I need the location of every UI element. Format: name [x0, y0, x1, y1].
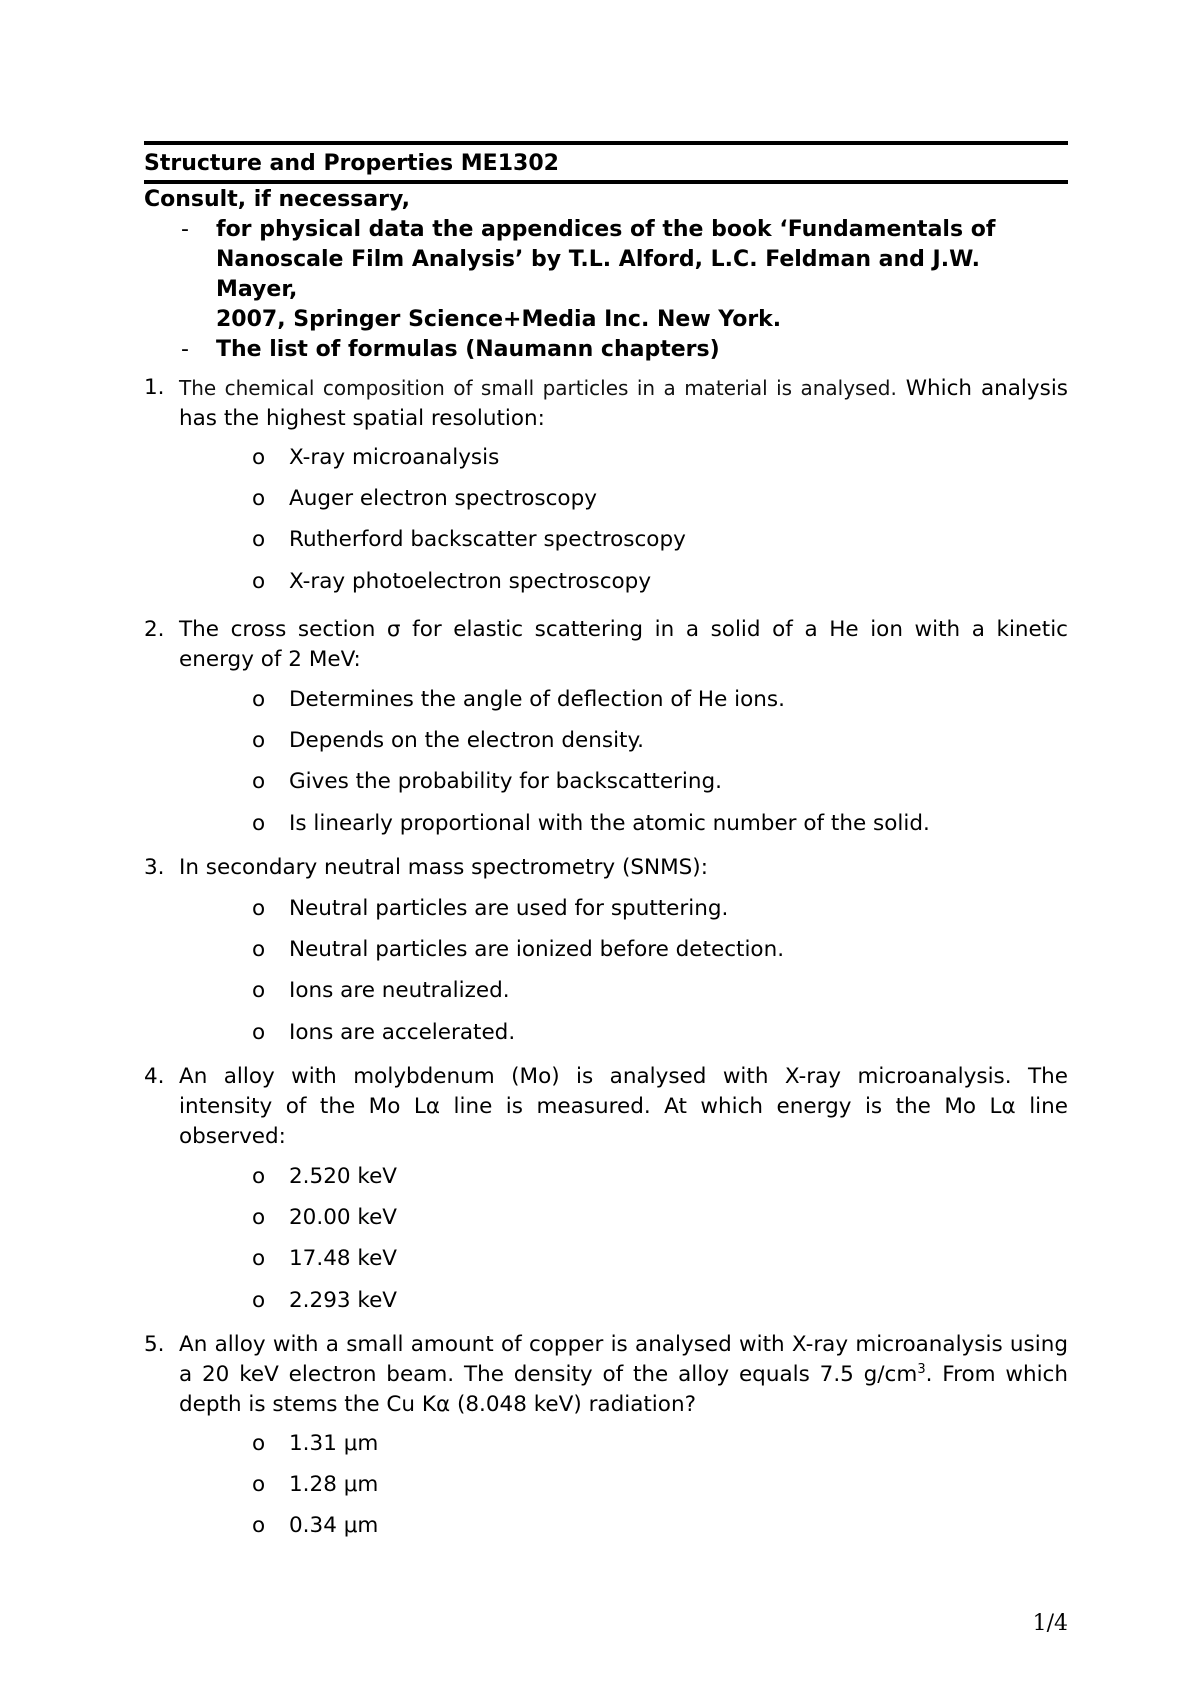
option-text: Ions are accelerated. — [289, 1020, 516, 1045]
question-3 — [144, 853, 1068, 883]
answer-option[interactable] — [252, 977, 510, 1005]
consult-item-bullet: - — [181, 337, 189, 362]
answer-option[interactable] — [252, 1019, 515, 1047]
consult-intro: Consult, if necessary, — [144, 187, 410, 212]
option-text: 2.293 keV — [289, 1288, 398, 1313]
consult-item — [144, 215, 1068, 335]
option-bullet: o — [252, 569, 266, 594]
answer-option[interactable] — [252, 485, 597, 513]
superscript: 3 — [917, 1361, 926, 1377]
answer-option[interactable] — [252, 1287, 397, 1315]
question-2 — [144, 615, 1068, 675]
question-number: 4. — [144, 1064, 165, 1089]
question-text-part: . From which depth is stems the Cu Kα (8.048 keV) radiation? — [179, 1362, 1069, 1417]
option-text: 0.34 μm — [289, 1513, 379, 1538]
consult-item-line: 2007, Springer Science+Media Inc. New York. — [216, 307, 782, 332]
consult-instructions — [144, 185, 1068, 365]
question-number: 3. — [144, 855, 165, 880]
answer-option[interactable] — [252, 1471, 378, 1499]
answer-option[interactable] — [252, 568, 651, 596]
option-bullet: o — [252, 896, 266, 921]
question-text-part: The chemical composition of small particles in a material is analysed. — [179, 376, 897, 400]
question-text-part: An alloy with a small amount of copper is analysed with X-ray microanalysis using a 20 keV electron beam. The density of the alloy equals 7.5 g/cm — [179, 1332, 1068, 1387]
question-1 — [144, 373, 1068, 434]
option-text: 1.28 μm — [289, 1472, 379, 1497]
option-text: Ions are neutralized. — [289, 978, 510, 1003]
option-bullet: o — [252, 811, 266, 836]
option-bullet: o — [252, 769, 266, 794]
option-bullet: o — [252, 687, 266, 712]
option-bullet: o — [252, 1431, 266, 1456]
answer-option[interactable] — [252, 810, 930, 838]
question-text: The cross section σ for elastic scattering in a solid of a He ion with a kinetic energy of 2 MeV: — [179, 617, 1068, 672]
option-bullet: o — [252, 1020, 266, 1045]
consult-item-line: The list of formulas (Naumann chapters) — [216, 337, 720, 362]
option-bullet: o — [252, 1246, 266, 1271]
option-bullet: o — [252, 527, 266, 552]
answer-option[interactable] — [252, 727, 644, 755]
question-number: 2. — [144, 617, 165, 642]
question-text: In secondary neutral mass spectrometry (SNMS): — [179, 855, 708, 880]
option-bullet: o — [252, 445, 266, 470]
consult-item-bullet: - — [181, 217, 189, 242]
answer-option[interactable] — [252, 1163, 397, 1191]
option-bullet: o — [252, 1472, 266, 1497]
header-top-rule — [144, 141, 1068, 145]
question-text — [179, 373, 1068, 434]
option-text: Rutherford backscatter spectroscopy — [289, 527, 686, 552]
consult-item-line: for physical data the appendices of the book ‘Fundamentals of — [216, 217, 996, 242]
answer-option[interactable] — [252, 895, 728, 923]
option-bullet: o — [252, 728, 266, 753]
answer-option[interactable] — [252, 1430, 378, 1458]
question-5 — [144, 1330, 1068, 1420]
option-bullet: o — [252, 978, 266, 1003]
option-text: 20.00 keV — [289, 1205, 398, 1230]
question-number: 5. — [144, 1332, 165, 1357]
option-text: X-ray photoelectron spectroscopy — [289, 569, 652, 594]
option-text: Determines the angle of deflection of He ions. — [289, 687, 785, 712]
page-number: 1/4 — [1032, 1611, 1068, 1636]
answer-option[interactable] — [252, 1245, 397, 1273]
option-bullet: o — [252, 1164, 266, 1189]
answer-option[interactable] — [252, 526, 686, 554]
option-text: 2.520 keV — [289, 1164, 398, 1189]
option-text: Is linearly proportional with the atomic number of the solid. — [289, 811, 930, 836]
option-bullet: o — [252, 486, 266, 511]
option-text: Auger electron spectroscopy — [289, 486, 597, 511]
question-text — [179, 1330, 1068, 1420]
option-text: Gives the probability for backscattering. — [289, 769, 722, 794]
option-bullet: o — [252, 937, 266, 962]
option-bullet: o — [252, 1205, 266, 1230]
option-text: 17.48 keV — [289, 1246, 398, 1271]
header-bottom-rule — [144, 180, 1068, 184]
consult-item — [144, 335, 1068, 365]
answer-option[interactable] — [252, 768, 722, 796]
option-text: Depends on the electron density. — [289, 728, 644, 753]
answer-option[interactable] — [252, 686, 785, 714]
question-text-part: Which analysis has the highest spatial resolution: — [179, 376, 1068, 431]
answer-option[interactable] — [252, 444, 499, 472]
option-text: Neutral particles are used for sputtering. — [289, 896, 729, 921]
option-text: 1.31 μm — [289, 1431, 379, 1456]
option-bullet: o — [252, 1288, 266, 1313]
option-text: Neutral particles are ionized before detection. — [289, 937, 785, 962]
consult-item-line: Nanoscale Film Analysis’ by T.L. Alford, L.C. Feldman and J.W. Mayer, — [216, 247, 980, 302]
question-text: An alloy with molybdenum (Mo) is analysed with X-ray microanalysis. The intensity of the Mo Lα line is measured. At which energy is the Mo Lα line observed: — [179, 1064, 1068, 1149]
question-4 — [144, 1062, 1068, 1152]
answer-option[interactable] — [252, 936, 784, 964]
question-number: 1. — [144, 375, 165, 400]
answer-option[interactable] — [252, 1204, 397, 1232]
option-bullet: o — [252, 1513, 266, 1538]
answer-option[interactable] — [252, 1512, 378, 1540]
option-text: X-ray microanalysis — [289, 445, 500, 470]
course-title: Structure and Properties ME1302 — [144, 151, 559, 176]
